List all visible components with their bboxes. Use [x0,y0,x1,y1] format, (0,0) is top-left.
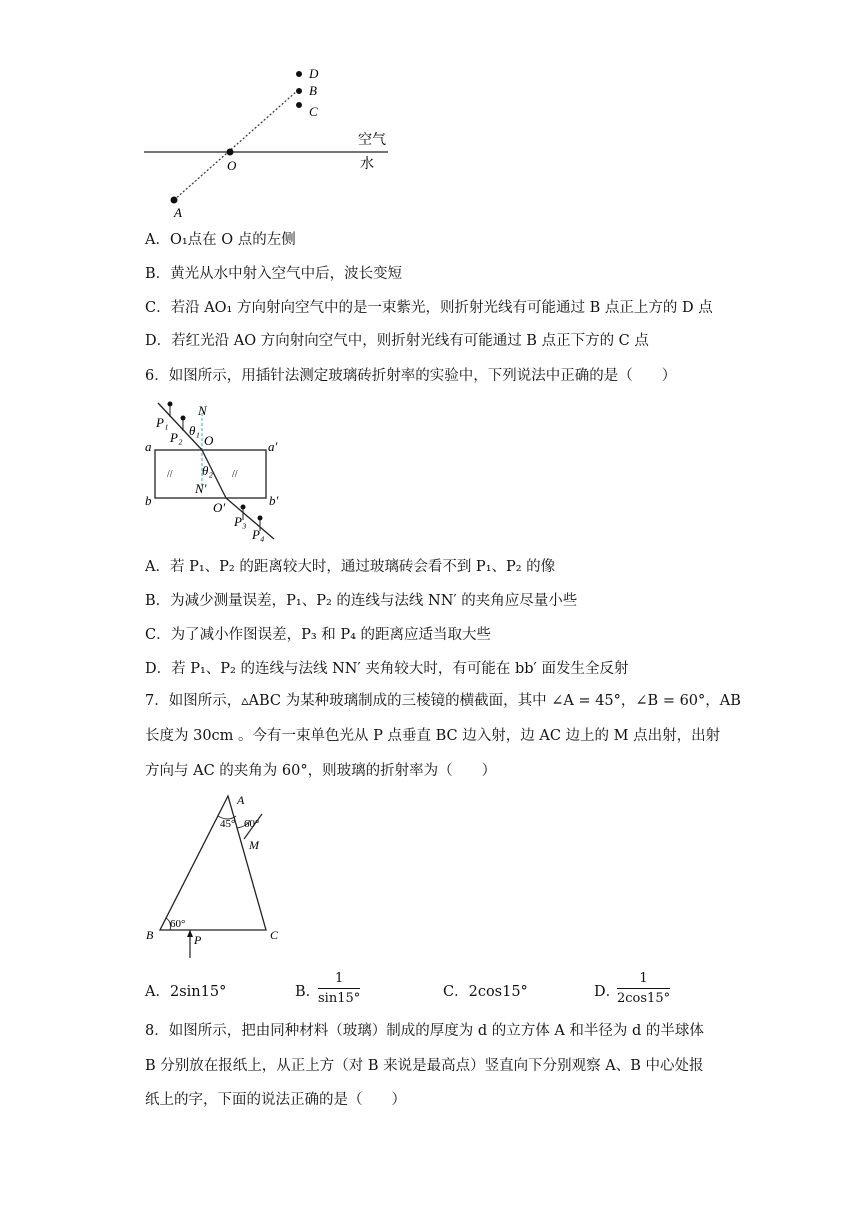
q5-option-b: B．黄光从水中射入空气中后，波长变短 [145,266,403,282]
a-label: a [145,439,152,454]
q7-stem-line-2: 长度为 30cm 。今有一束单色光从 P 点垂直 BC 边入射，边 AC 边上的 M 点出射，出射 [145,728,721,744]
o-prime-label: O′ [213,500,226,515]
point-c-label: C [309,104,318,119]
p4-label: P₄ [252,527,265,542]
q7-option-d-numerator: 1 [617,971,670,989]
angle-m-label: 60° [244,818,260,830]
point-a-label: A [174,205,182,220]
svg-text://: // [167,469,173,480]
q8-stem-line-2: B 分别放在报纸上，从正上方（对 B 来说是最高点）竖直向下分别观察 A、B 中心处报 [145,1058,704,1074]
q5-option-d: D．若红光沿 AO 方向射向空气中，则折射光线有可能通过 B 点正下方的 C 点 [145,333,649,349]
q7-option-d-label: D． [594,984,621,1000]
angle-b-label: 60° [170,918,186,930]
b-label: b [145,493,152,508]
q5-option-a: A．O₁点在 O 点的左侧 [145,232,296,248]
o-label: O [204,433,214,448]
theta1-label: θ₁ [189,423,200,438]
b-prime-label: b′ [269,493,279,508]
q8-stem-line-1: 8．如图所示，把由同种材料（玻璃）制成的厚度为 d 的立方体 A 和半径为 d 的半球体 [145,1023,704,1039]
q7-option-d-denominator: 2cos15° [617,991,671,1006]
point-m-label: M [249,838,259,852]
point-b-label: B [309,83,317,98]
q7-option-d-fraction [617,971,670,1006]
n-prime-label: N′ [195,481,207,496]
figure-glass-block [140,395,300,547]
figure-refraction-water-air [140,60,400,220]
q6-option-a: A．若 P₁、P₂ 的距离较大时，通过玻璃砖会看不到 P₁、P₂ 的像 [145,559,556,575]
p2-label: P₂ [170,430,183,445]
q6-stem: 6．如图所示，用插针法测定玻璃砖折射率的实验中，下列说法中正确的是（ ） [145,368,677,384]
vertex-a-label: A [237,793,245,807]
q8-stem-line-3: 纸上的字，下面的说法正确的是（ ） [145,1092,406,1108]
n-label: N [198,403,207,418]
water-label: 水 [360,157,374,172]
air-label: 空气 [358,133,386,148]
q6-option-d: D．若 P₁、P₂ 的连线与法线 NN′ 夹角较大时，有可能在 bb′ 面发生全反射 [145,661,629,677]
vertex-c-label: C [270,928,279,942]
q7-stem-line-1: 7．如图所示，▵ABC 为某种玻璃制成的三棱镜的横截面，其中 ∠A = 45°，∠B = 60°，AB [145,693,741,709]
p3-label: P₃ [234,514,247,529]
point-p-label: P [194,933,202,947]
vertex-b-label: B [146,928,154,942]
point-o-label: O [227,158,237,173]
svg-text://: // [232,469,238,480]
q6-option-b: B．为减少测量误差，P₁、P₂ 的连线与法线 NN′ 的夹角应尽量小些 [145,593,578,609]
q6-option-c: C．为了减小作图误差，P₃ 和 P₄ 的距离应适当取大些 [145,627,492,643]
q7-option-b-fraction [318,971,360,1006]
q7-option-b-numerator: 1 [318,971,360,989]
q7-option-b-label: B． [295,984,321,1000]
angle-a-label: 45° [220,818,236,830]
q7-stem-line-3: 方向与 AC 的夹角为 60°，则玻璃的折射率为（ ） [145,763,497,779]
a-prime-label: a′ [268,439,278,454]
q7-option-c: C．2cos15° [443,984,528,1000]
q7-option-b-denominator: sin15° [318,991,361,1006]
theta2-label: θ₂ [202,463,213,478]
point-d-label: D [309,66,319,81]
q5-option-c: C．若沿 AO₁ 方向射向空气中的是一束紫光，则折射光线有可能通过 B 点正上方的 D 点 [145,300,713,316]
figure-prism [140,790,300,970]
q7-option-a: A．2sin15° [145,984,227,1000]
p1-label: P₁ [156,415,169,430]
